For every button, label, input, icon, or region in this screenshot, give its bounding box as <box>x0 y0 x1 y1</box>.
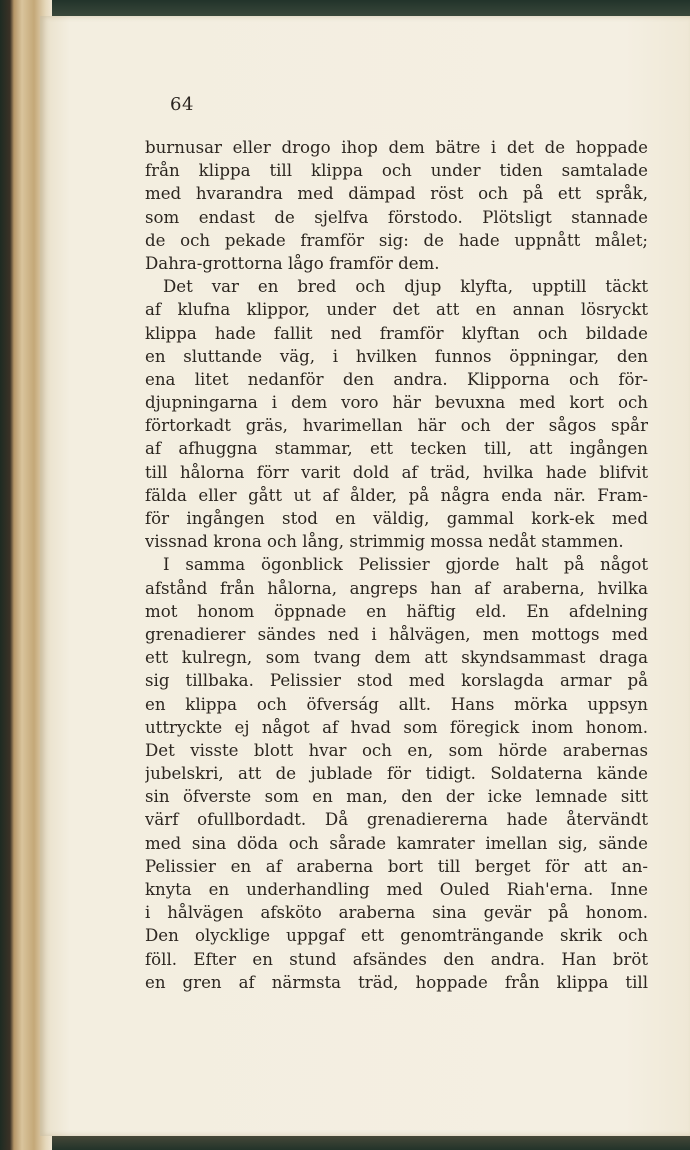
text-line: de och pekade framför sig: de hade uppnått målet; <box>145 230 648 250</box>
text-line: till hålorna förr varit dold af träd, hvilka hade blifvit <box>145 462 648 482</box>
text-line: Det visste blott hvar och en, som hörde arabernas <box>145 740 648 760</box>
body-text <box>145 136 648 994</box>
text-line: sig tillbaka. Pelissier stod med korslagda armar på <box>145 671 648 691</box>
text-line: Den olycklige uppgaf ett genomträngande skrik och <box>145 926 648 946</box>
text-line: för ingången stod en väldig, gammal kork-ek med <box>145 509 648 528</box>
text-line: som endast de sjelfva förstodo. Plötsligt stannade <box>145 207 648 227</box>
text-line: I samma ögonblick Pelissier gjorde halt på något <box>163 555 648 575</box>
text-line: burnusar eller drogo ihop dem bätre i det de hoppade <box>145 138 648 157</box>
text-line: med hvarandra med dämpad röst och på ett språk, <box>145 184 648 204</box>
text-line: Dahra-grottorna lågo framför dem. <box>145 253 440 273</box>
text-line: föll. Efter en stund afsändes den andra. Han bröt <box>145 949 648 969</box>
text-line: en gren af närmsta träd, hoppade från klippa till <box>145 972 648 992</box>
text-line: i hålvägen afsköto araberna sina gevär på honom. <box>145 903 648 923</box>
text-line: af afhuggna stammar, ett tecken till, att ingången <box>145 439 648 459</box>
text-line: jubelskri, att de jublade för tidigt. Soldaterna kände <box>145 764 648 784</box>
text-line: klippa hade fallit ned framför klyftan och bildade <box>145 323 648 343</box>
text-line: knyta en underhandling med Ouled Riah'erna. Inne <box>145 880 648 899</box>
text-line: förtorkadt gräs, hvarimellan här och der sågos spår <box>145 416 648 436</box>
text-line: sin öfverste som en man, den der icke lemnade sitt <box>145 787 648 807</box>
text-line: fälda eller gått ut af ålder, på några enda när. Fram- <box>145 485 648 505</box>
text-line: ena litet nedanför den andra. Klipporna och för- <box>145 369 648 389</box>
text-line: värf ofullbordadt. Då grenadiererna hade återvändt <box>145 810 648 830</box>
text-line: mot honom öppnade en häftig eld. En afdelning <box>145 601 648 621</box>
book-page <box>40 16 690 1136</box>
book-bottom-edge <box>0 1134 690 1150</box>
text-line: grenadierer sändes ned i hålvägen, men mottogs med <box>145 624 648 644</box>
text-line: med sina döda och sårade kamrater imellan sig, sände <box>145 833 648 853</box>
text-line: från klippa till klippa och under tiden samtalade <box>145 161 648 181</box>
text-line: afstånd från hålorna, angreps han af araberna, hvilka <box>145 578 648 598</box>
text-line: uttryckte ej något af hvad som föregick inom honom. <box>145 717 648 737</box>
text-line: vissnad krona och lång, strimmig mossa nedåt stammen. <box>145 532 624 552</box>
text-line: af klufna klippor, under det att en annan lösryckt <box>145 300 648 320</box>
text-line: Pelissier en af araberna bort till berget för att an- <box>145 856 648 876</box>
text-line: Det var en bred och djup klyfta, upptill täckt <box>163 277 648 297</box>
text-line: ett kulregn, som tvang dem att skyndsammast draga <box>145 648 648 668</box>
page-number: 64 <box>170 94 194 115</box>
text-line: en klippa och öfverság allt. Hans mörka uppsyn <box>145 694 648 714</box>
text-line: en sluttande väg, i hvilken funnos öppningar, den <box>145 346 648 366</box>
text-line: djupningarna i dem voro här bevuxna med kort och <box>145 393 648 413</box>
